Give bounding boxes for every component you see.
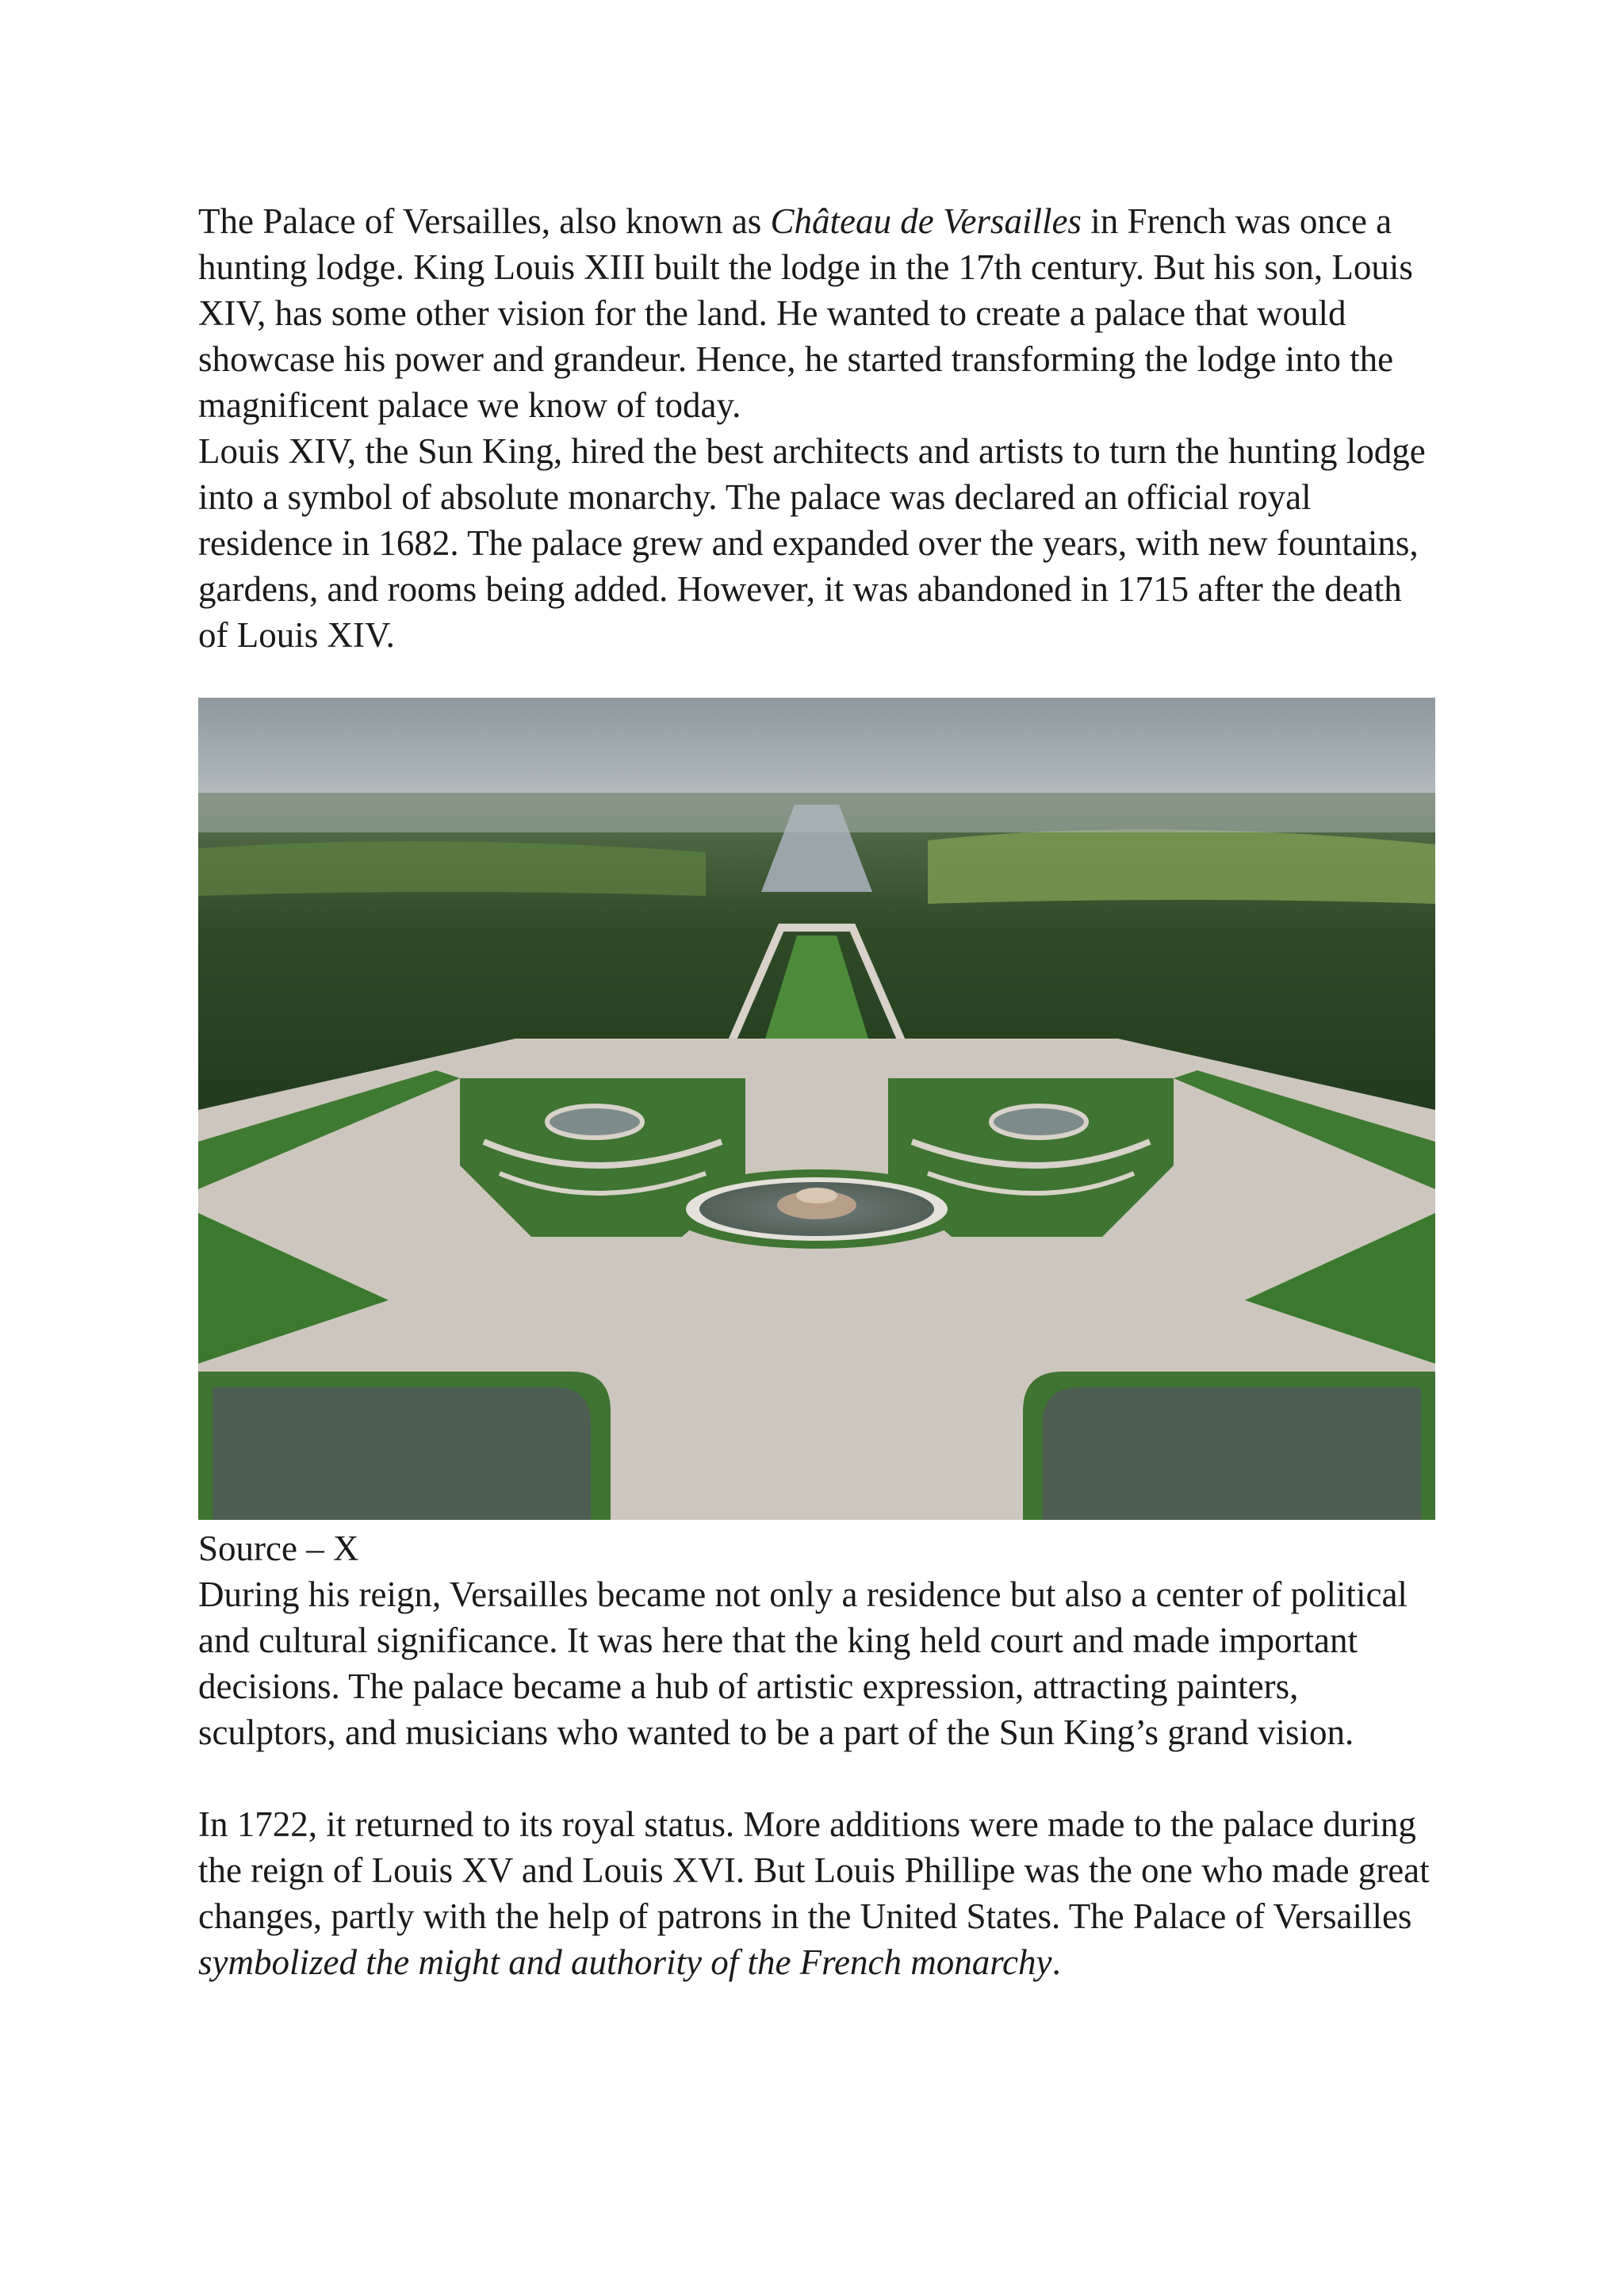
paragraph-spacer (198, 1755, 1435, 1801)
paragraph-2: Louis XIV, the Sun King, hired the best architects and artists to turn the hunting lodge into a symbol of absolute monarchy. The palace was declared an official royal residence in 1682. The palace grew and expanded over the years, with new fountains, gardens, and rooms being added. However, it was abandoned in 1715 after the death of Louis XIV. (198, 431, 1426, 655)
paragraph-1-italic-name: Château de Versailles (770, 201, 1082, 241)
paragraph-4-text-end: . (1051, 1942, 1061, 1982)
post-photo-text (198, 1525, 1435, 1985)
paragraph-1-text-start: The Palace of Versailles, also known as (198, 201, 771, 241)
gardens-aerial-illustration (198, 698, 1435, 1520)
paragraph-4 (198, 1801, 1435, 1985)
photo-caption: Source – X (198, 1529, 359, 1568)
versailles-gardens-photo (198, 698, 1435, 1520)
paragraph-3: During his reign, Versailles became not only a residence but also a center of political and cultural significance. It was here that the king held court and made important decisions. The palace became a hub of artistic expression, attracting painters, sculptors, and musicians who wanted to be a part of the Sun King’s grand vision. (198, 1575, 1408, 1752)
intro-text (198, 198, 1435, 658)
paragraph-4-italic-phrase: symbolized the might and authority of the French monarchy (198, 1942, 1052, 1982)
paragraph-1 (198, 198, 1435, 428)
paragraph-1-text-end: in French was once a hunting lodge. King Louis XIII built the lodge in the 17th century. But his son, Louis XIV, has some other vision for the land. He wanted to create a palace that would showcase his power and grandeur. Hence, he started transforming the lodge into the magnificent palace we know of today. (198, 201, 1413, 425)
paragraph-4-text-start: In 1722, it returned to its royal status. More additions were made to the palace during the reign of Louis XV and Louis XVI. But Louis Phillipe was the one who made great changes, partly with the help of patrons in the United States. The Palace of Versailles (198, 1804, 1430, 1936)
